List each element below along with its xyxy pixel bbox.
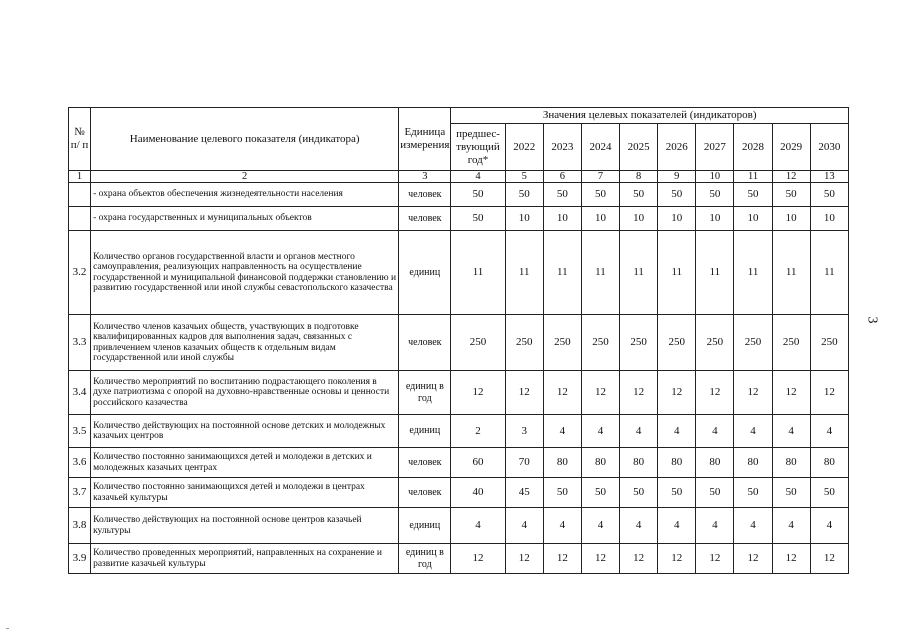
header-col-no: № п/ п xyxy=(69,108,91,171)
value-cell: 10 xyxy=(772,207,810,231)
value-cell: 11 xyxy=(772,231,810,315)
value-cell: 10 xyxy=(620,207,658,231)
value-cell: 12 xyxy=(772,371,810,415)
row-number-cell xyxy=(69,207,91,231)
value-cell: 11 xyxy=(810,231,848,315)
column-number-cell: 13 xyxy=(810,171,848,183)
table-row xyxy=(69,448,849,478)
value-cell: 250 xyxy=(658,315,696,371)
value-cell: 12 xyxy=(543,544,581,574)
unit-cell: человек xyxy=(399,478,451,508)
value-cell: 10 xyxy=(734,207,772,231)
unit-cell: единиц xyxy=(399,415,451,448)
value-cell: 70 xyxy=(505,448,543,478)
indicator-name-cell: - охрана государственных и муниципальных объектов xyxy=(91,207,399,231)
value-cell: 4 xyxy=(658,415,696,448)
indicator-name-cell: Количество органов государственной власти и органов местного самоуправления, реализующих направленность на осуществление государственной и муниципальной финансовой поддержки становлению и развитию государственной или иной службы севастопольского казачества xyxy=(91,231,399,315)
value-cell: 50 xyxy=(581,478,619,508)
value-cell: 40 xyxy=(451,478,505,508)
value-cell: 50 xyxy=(734,478,772,508)
row-number-cell xyxy=(69,183,91,207)
value-cell: 12 xyxy=(505,544,543,574)
value-cell: 4 xyxy=(696,508,734,544)
value-cell: 12 xyxy=(772,544,810,574)
header-year: 2025 xyxy=(620,124,658,171)
column-number-cell: 11 xyxy=(734,171,772,183)
value-cell: 50 xyxy=(734,183,772,207)
header-values-group: Значения целевых показателей (индикаторов) xyxy=(451,108,849,124)
value-cell: 80 xyxy=(810,448,848,478)
value-cell: 250 xyxy=(451,315,505,371)
value-cell: 50 xyxy=(451,183,505,207)
table-row xyxy=(69,207,849,231)
table-row xyxy=(69,371,849,415)
value-cell: 4 xyxy=(581,508,619,544)
unit-cell: человек xyxy=(399,315,451,371)
value-cell: 80 xyxy=(772,448,810,478)
table-row xyxy=(69,231,849,315)
value-cell: 50 xyxy=(658,183,696,207)
value-cell: 50 xyxy=(696,183,734,207)
value-cell: 4 xyxy=(734,415,772,448)
header-year: 2024 xyxy=(581,124,619,171)
value-cell: 10 xyxy=(581,207,619,231)
value-cell: 4 xyxy=(772,508,810,544)
indicators-table xyxy=(68,107,849,574)
value-cell: 12 xyxy=(581,371,619,415)
value-cell: 11 xyxy=(696,231,734,315)
value-cell: 50 xyxy=(696,478,734,508)
unit-cell: человек xyxy=(399,448,451,478)
value-cell: 50 xyxy=(581,183,619,207)
header-year: 2022 xyxy=(505,124,543,171)
value-cell: 10 xyxy=(505,207,543,231)
unit-cell: единиц xyxy=(399,231,451,315)
column-number-cell: 5 xyxy=(505,171,543,183)
table-row xyxy=(69,183,849,207)
indicator-name-cell: Количество действующих на постоянной основе центров казачьей культуры xyxy=(91,508,399,544)
value-cell: 80 xyxy=(658,448,696,478)
row-number-cell: 3.3 xyxy=(69,315,91,371)
value-cell: 80 xyxy=(581,448,619,478)
value-cell: 12 xyxy=(810,544,848,574)
value-cell: 4 xyxy=(696,415,734,448)
row-number-cell: 3.6 xyxy=(69,448,91,478)
row-number-cell: 3.5 xyxy=(69,415,91,448)
value-cell: 80 xyxy=(620,448,658,478)
value-cell: 60 xyxy=(451,448,505,478)
header-col-prev-year: предшес-твующий год* xyxy=(451,124,505,171)
value-cell: 12 xyxy=(810,371,848,415)
header-col-unit: Единица измерения xyxy=(399,108,451,171)
value-cell: 4 xyxy=(772,415,810,448)
value-cell: 50 xyxy=(772,183,810,207)
unit-cell: человек xyxy=(399,207,451,231)
value-cell: 80 xyxy=(696,448,734,478)
value-cell: 4 xyxy=(734,508,772,544)
value-cell: 12 xyxy=(734,371,772,415)
table-row xyxy=(69,478,849,508)
column-number-cell: 2 xyxy=(91,171,399,183)
column-number-cell: 3 xyxy=(399,171,451,183)
value-cell: 10 xyxy=(543,207,581,231)
column-number-cell: 4 xyxy=(451,171,505,183)
value-cell: 4 xyxy=(505,508,543,544)
value-cell: 50 xyxy=(543,478,581,508)
column-numbers-row xyxy=(69,171,849,183)
column-number-cell: 6 xyxy=(543,171,581,183)
indicator-name-cell: Количество постоянно занимающихся детей и молодежи в центрах казачьей культуры xyxy=(91,478,399,508)
header-year: 2028 xyxy=(734,124,772,171)
row-number-cell: 3.4 xyxy=(69,371,91,415)
column-number-cell: 10 xyxy=(696,171,734,183)
header-year: 2026 xyxy=(658,124,696,171)
header-year: 2023 xyxy=(543,124,581,171)
table-row xyxy=(69,415,849,448)
value-cell: 12 xyxy=(451,544,505,574)
value-cell: 50 xyxy=(620,478,658,508)
value-cell: 10 xyxy=(696,207,734,231)
value-cell: 50 xyxy=(505,183,543,207)
header-year: 2027 xyxy=(696,124,734,171)
value-cell: 250 xyxy=(696,315,734,371)
value-cell: 4 xyxy=(810,508,848,544)
value-cell: 4 xyxy=(620,508,658,544)
indicator-name-cell: Количество мероприятий по воспитанию подрастающего поколения в духе патриотизма с опорой на духовно-нравственные основы и ценности российского казачества xyxy=(91,371,399,415)
value-cell: 250 xyxy=(581,315,619,371)
value-cell: 12 xyxy=(505,371,543,415)
indicator-name-cell: Количество проведенных мероприятий, направленных на сохранение и развитие казачьей культуры xyxy=(91,544,399,574)
value-cell: 50 xyxy=(772,478,810,508)
value-cell: 12 xyxy=(620,544,658,574)
value-cell: 50 xyxy=(658,478,696,508)
column-number-cell: 8 xyxy=(620,171,658,183)
column-number-cell: 1 xyxy=(69,171,91,183)
row-number-cell: 3.7 xyxy=(69,478,91,508)
value-cell: 2 xyxy=(451,415,505,448)
indicator-name-cell: - охрана объектов обеспечения жизнедеятельности населения xyxy=(91,183,399,207)
table-row xyxy=(69,508,849,544)
unit-cell: единиц в год xyxy=(399,544,451,574)
indicator-name-cell: Количество действующих на постоянной основе детских и молодежных казачьих центров xyxy=(91,415,399,448)
value-cell: 50 xyxy=(620,183,658,207)
header-year: 2029 xyxy=(772,124,810,171)
value-cell: 3 xyxy=(505,415,543,448)
value-cell: 12 xyxy=(658,371,696,415)
table-body xyxy=(69,183,849,574)
header-col-name: Наименование целевого показателя (индикатора) xyxy=(91,108,399,171)
value-cell: 250 xyxy=(810,315,848,371)
column-number-cell: 7 xyxy=(581,171,619,183)
value-cell: 80 xyxy=(543,448,581,478)
unit-cell: человек xyxy=(399,183,451,207)
table-row xyxy=(69,315,849,371)
value-cell: 11 xyxy=(581,231,619,315)
value-cell: 12 xyxy=(581,544,619,574)
value-cell: 250 xyxy=(543,315,581,371)
value-cell: 250 xyxy=(772,315,810,371)
value-cell: 50 xyxy=(451,207,505,231)
value-cell: 12 xyxy=(620,371,658,415)
value-cell: 12 xyxy=(696,544,734,574)
value-cell: 11 xyxy=(734,231,772,315)
value-cell: 250 xyxy=(734,315,772,371)
column-number-cell: 9 xyxy=(658,171,696,183)
value-cell: 12 xyxy=(658,544,696,574)
value-cell: 45 xyxy=(505,478,543,508)
value-cell: 4 xyxy=(543,415,581,448)
value-cell: 50 xyxy=(810,478,848,508)
value-cell: 4 xyxy=(581,415,619,448)
value-cell: 50 xyxy=(543,183,581,207)
row-number-cell: 3.9 xyxy=(69,544,91,574)
value-cell: 80 xyxy=(734,448,772,478)
indicator-name-cell: Количество постоянно занимающихся детей и молодежи в детских и молодежных казачьих центрах xyxy=(91,448,399,478)
value-cell: 250 xyxy=(505,315,543,371)
scan-artifact xyxy=(6,628,9,629)
value-cell: 10 xyxy=(658,207,696,231)
unit-cell: единиц xyxy=(399,508,451,544)
page-number: 3 xyxy=(864,316,880,324)
value-cell: 11 xyxy=(620,231,658,315)
value-cell: 4 xyxy=(451,508,505,544)
value-cell: 4 xyxy=(658,508,696,544)
value-cell: 11 xyxy=(658,231,696,315)
value-cell: 10 xyxy=(810,207,848,231)
row-number-cell: 3.8 xyxy=(69,508,91,544)
value-cell: 11 xyxy=(451,231,505,315)
unit-cell: единиц в год xyxy=(399,371,451,415)
value-cell: 50 xyxy=(810,183,848,207)
value-cell: 4 xyxy=(543,508,581,544)
value-cell: 12 xyxy=(696,371,734,415)
value-cell: 12 xyxy=(734,544,772,574)
value-cell: 11 xyxy=(543,231,581,315)
value-cell: 12 xyxy=(543,371,581,415)
row-number-cell: 3.2 xyxy=(69,231,91,315)
value-cell: 12 xyxy=(451,371,505,415)
indicator-name-cell: Количество членов казачьих обществ, участвующих в подготовке квалифицированных кадров для выполнения задач, связанных с привлечением членов казачьих обществ к отдельным видам государственной или иной службы xyxy=(91,315,399,371)
value-cell: 4 xyxy=(810,415,848,448)
column-number-cell: 12 xyxy=(772,171,810,183)
value-cell: 250 xyxy=(620,315,658,371)
value-cell: 11 xyxy=(505,231,543,315)
value-cell: 4 xyxy=(620,415,658,448)
table-row xyxy=(69,544,849,574)
header-year: 2030 xyxy=(810,124,848,171)
